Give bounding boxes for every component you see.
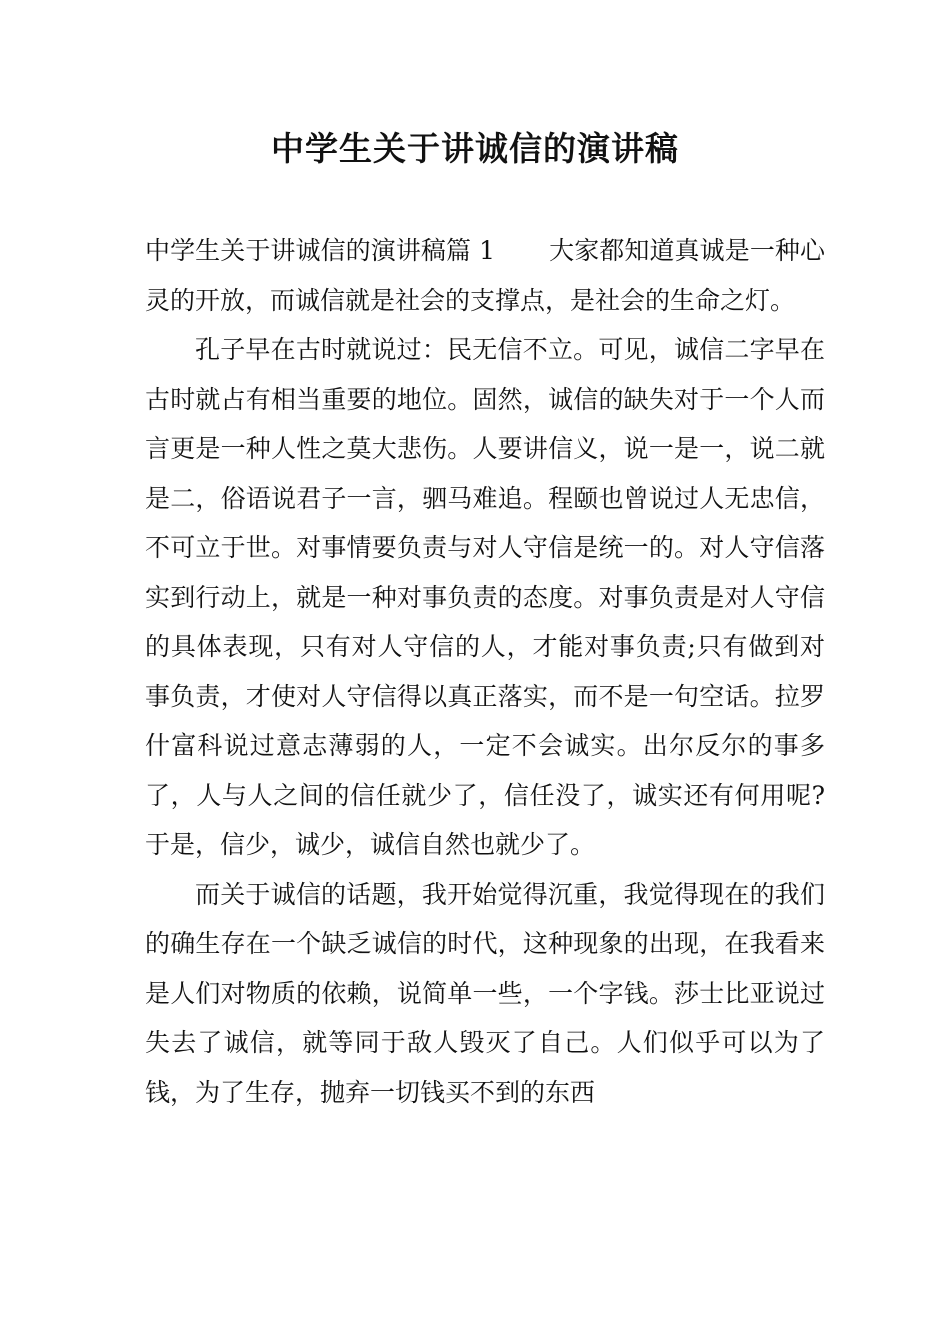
- document-body: [145, 226, 825, 1117]
- paragraph-3: 而关于诚信的话题，我开始觉得沉重，我觉得现在的我们的确生存在一个缺乏诚信的时代，这种现象的出现，在我看来是人们对物质的依赖，说简单一些，一个字钱。莎士比亚说过失去了诚信，就等同于敌人毁灭了自己。人们似乎可以为了钱，为了生存，抛弃一切钱买不到的东西: [145, 879, 825, 1107]
- paragraph-2: 孔子早在古时就说过：民无信不立。可见，诚信二字早在古时就占有相当重要的地位。固然，诚信的缺失对于一个人而言更是一种人性之莫大悲伤。人要讲信义，说一是一，说二就是二，俗语说君子一言，驷马难追。程颐也曾说过人无忠信，不可立于世。对事情要负责与对人守信是统一的。对人守信落实到行动上，就是一种对事负责的态度。对事负责是对人守信的具体表现，只有对人守信的人，才能对事负责;只有做到对事负责，才使对人守信得以真正落实，而不是一句空话。拉罗什富科说过意志薄弱的人，一定不会诚实。出尔反尔的事多了，人与人之间的信任就少了，信任没了，诚实还有何用呢?于是，信少，诚少，诚信自然也就少了。: [145, 335, 825, 859]
- opening-paragraph: [145, 226, 825, 325]
- section-heading: 中学生关于讲诚信的演讲稿篇 1: [145, 236, 496, 265]
- document-title: 中学生关于讲诚信的演讲稿: [271, 129, 679, 168]
- paragraph-1-text: 大家都知道真诚是一种心灵的开放，而诚信就是社会的支撑点，是社会的生命之灯。: [145, 236, 825, 315]
